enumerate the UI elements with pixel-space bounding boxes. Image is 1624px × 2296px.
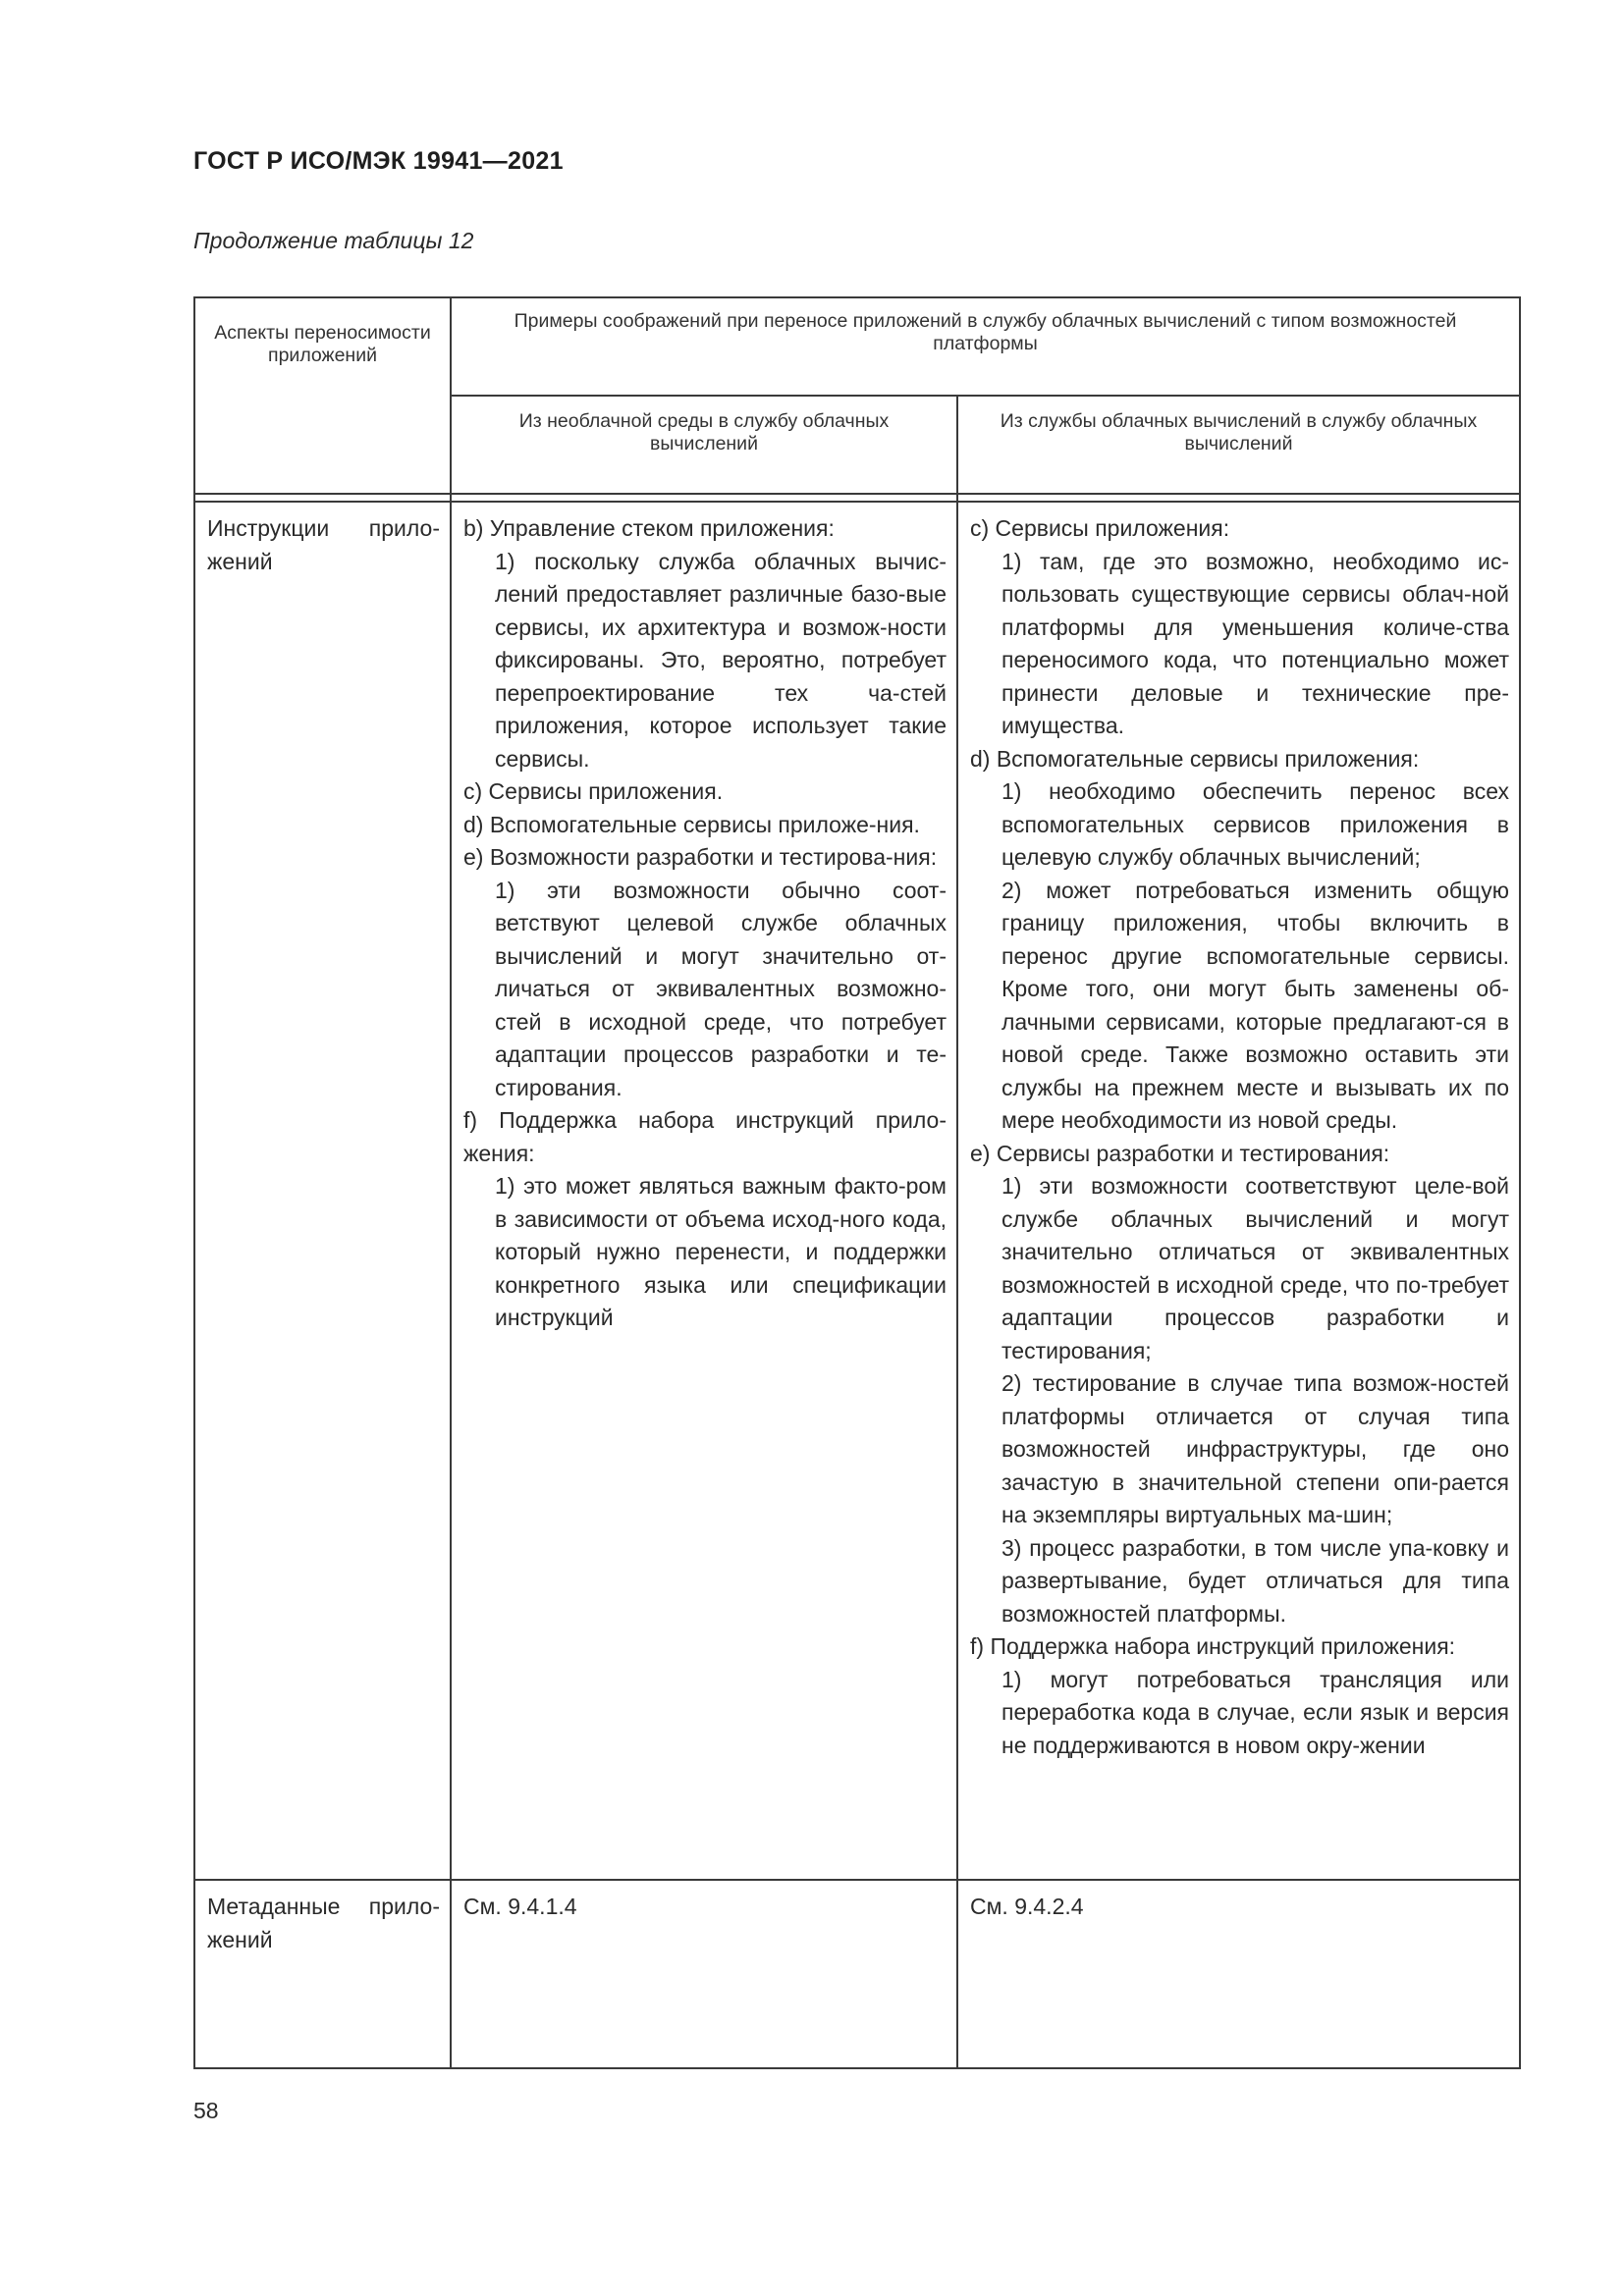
item-e-3: 3) процесс разработки, в том числе упа-ковку и развертывание, будет отличаться для типа возможностей платформы. — [1001, 1534, 1509, 1627]
cloud-cell — [957, 1880, 1520, 2068]
item-e-title: e) Сервисы разработки и тестирования: — [970, 1140, 1390, 1166]
aspect-label: Метаданные прило-жений — [207, 1894, 440, 1952]
item-e-1: 1) эти возможности обычно соот-ветствуют целевой службе облачных вычислений и могут значительно от-личаться от эквивалентных возможно-стей в исходной среде, что потребует адаптации процессов разработки и те-стирования. — [495, 877, 947, 1100]
table-row — [194, 502, 1520, 1880]
item-d-2: 2) может потребоваться изменить общую границу приложения, чтобы включить в перенос другие вспомогательные сервисы. Кроме того, они могут быть заменены об-лачными сервисами, которые предлагают-ся в новой среде. Также возможно оставить эти службы на прежнем месте и вызывать их по мере необходимости из новой среды. — [1001, 877, 1509, 1133]
header-aspects: Аспекты переносимости приложений — [194, 297, 451, 494]
cloud-cell — [957, 502, 1520, 1880]
item-e-title: e) Возможности разработки и тестирова-ния: — [463, 844, 938, 870]
header-from-noncloud: Из необлачной среды в службу облачных вычислений — [451, 396, 957, 494]
table-row — [194, 1880, 1520, 2068]
aspect-cell — [194, 1880, 451, 2068]
portability-table — [193, 296, 1521, 2069]
item-e-1: 1) эти возможности соответствуют целе-вой службе облачных вычислений и могут значительно отличаться от эквивалентных возможностей в исходной среде, что по-требует адаптации процессов разработки и тестирования; — [1001, 1173, 1509, 1363]
item-d-title: d) Вспомогательные сервисы приложения: — [970, 745, 1420, 772]
item-f-1: 1) могут потребоваться трансляция или переработка кода в случае, если язык и версия не поддерживаются в новом окру-жении — [1001, 1666, 1509, 1758]
reference-text: См. 9.4.1.4 — [463, 1894, 577, 1919]
item-c-title: c) Сервисы приложения. — [463, 778, 724, 804]
aspect-label: Инструкции прило-жений — [207, 515, 440, 574]
item-c-title: c) Сервисы приложения: — [970, 515, 1230, 541]
item-d-title: d) Вспомогательные сервисы приложе-ния. — [463, 811, 920, 837]
item-b-1: 1) поскольку служба облачных вычис-лений предоставляет различные базо-вые сервисы, их архитектура и возмож-ности фиксированы. Это, вероятно, потребует перепроектирование тех ча-стей приложения, которое использует такие сервисы. — [495, 548, 947, 772]
reference-text: См. 9.4.2.4 — [970, 1894, 1084, 1919]
aspect-cell — [194, 502, 451, 1880]
header-separator — [194, 494, 1520, 502]
item-f-title: f) Поддержка набора инструкций приложения: — [970, 1633, 1456, 1659]
header-from-cloud: Из службы облачных вычислений в службу облачных вычислений — [957, 396, 1520, 494]
item-f-title: f) Поддержка набора инструкций прило-жения: — [463, 1107, 947, 1166]
document-code: ГОСТ Р ИСО/МЭК 19941—2021 — [193, 147, 564, 175]
item-f-1: 1) это может являться важным факто-ром в зависимости от объема исход-ного кода, который нужно перенести, и поддержки конкретного языка или спецификации инструкций — [495, 1173, 947, 1330]
noncloud-cell — [451, 502, 957, 1880]
item-d-1: 1) необходимо обеспечить перенос всех вспомогательных сервисов приложения в целевую службу облачных вычислений; — [1001, 778, 1509, 870]
noncloud-cell — [451, 1880, 957, 2068]
item-e-2: 2) тестирование в случае типа возмож-ностей платформы отличается от случая типа возможностей инфраструктуры, где оно зачастую в значительной степени опи-рается на экземпляры виртуальных ма-шин; — [1001, 1370, 1509, 1527]
page-number: 58 — [193, 2098, 219, 2123]
header-group-examples: Примеры соображений при переносе приложений в службу облачных вычислений с типом возможностей платформы — [451, 297, 1520, 396]
item-c-1: 1) там, где это возможно, необходимо ис-пользовать существующие сервисы облач-ной платформы для уменьшения количе-ства переносимого кода, что потенциально может принести деловые и технические пре-имущества. — [1001, 548, 1509, 738]
item-b-title: b) Управление стеком приложения: — [463, 515, 835, 541]
table-continuation-caption: Продолжение таблицы 12 — [193, 228, 474, 253]
